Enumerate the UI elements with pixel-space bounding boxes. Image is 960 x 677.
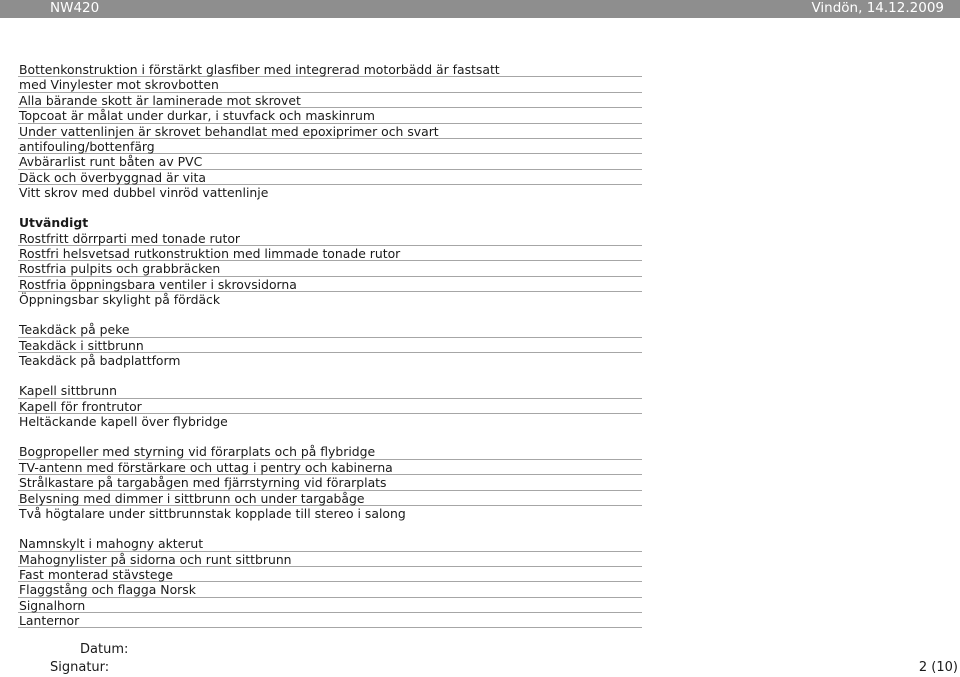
spec-line: Däck och överbyggnad är vita [18,170,642,185]
spec-line: Lanternor [18,613,642,628]
signature-label: Signatur: [50,660,110,675]
spec-line: TV-antenn med förstärkare och uttag i pentry och kabinerna [18,460,642,475]
spec-line: Strålkastare på targabågen med fjärrstyrning vid förarplats [18,475,642,490]
spec-line: Rostfria öppningsbara ventiler i skrovsidorna [18,277,642,292]
spec-line: Heltäckande kapell över flybridge [19,414,228,430]
spec-line: Rostfri helsvetsad rutkonstruktion med limmade tonade rutor [18,246,642,261]
spec-line: Bogpropeller med styrning vid förarplats och på flybridge [18,444,642,459]
spec-line: Öppningsbar skylight på fördäck [19,292,221,308]
spec-line: Mahognylister på sidorna och runt sittbrunn [18,552,642,567]
spec-line: med Vinylester mot skrovbotten [18,77,642,92]
spec-line: Namnskylt i mahogny akterut [18,536,642,551]
spec-line: Topcoat är målat under durkar, i stuvfack och maskinrum [18,108,642,123]
spec-line: Vitt skrov med dubbel vinröd vattenlinje [19,185,269,201]
spec-line: Belysning med dimmer i sittbrunn och under targabåge [18,491,642,506]
section-gap [18,369,642,384]
spec-line: antifouling/bottenfärg [18,139,642,154]
spec-line: Signalhorn [18,598,642,613]
section-heading-exterior: Utvändigt [19,215,89,231]
document-code: NW420 [50,0,100,16]
document-date: Vindön, 14.12.2009 [811,0,944,16]
spec-line: Kapell sittbrunn [18,383,642,398]
spec-line: Teakdäck på badplattform [19,353,181,369]
page-number: 2 (10) [918,660,958,675]
spec-line: Bottenkonstruktion i förstärkt glasfiber med integrerad motorbädd är fastsatt [18,62,642,77]
header-bar [0,0,960,18]
section-gap [18,521,642,536]
section-gap [18,201,642,216]
spec-line: Kapell för frontrutor [18,399,642,414]
date-label: Datum: [80,642,129,657]
spec-line: Flaggstång och flagga Norsk [18,582,642,597]
spec-line: Rostfritt dörrparti med tonade rutor [18,231,642,246]
spec-line: Rostfria pulpits och grabbräcken [18,261,642,276]
spec-line: Två högtalare under sittbrunnstak kopplade till stereo i salong [19,505,406,521]
spec-line: Under vattenlinjen är skrovet behandlat med epoxiprimer och svart [18,124,642,139]
spec-line: Teakdäck i sittbrunn [18,338,642,353]
section-gap [18,430,642,445]
spec-line: Teakdäck på peke [18,322,642,337]
spec-line: Avbärarlist runt båten av PVC [18,154,642,169]
specification-list [18,62,642,628]
spec-line: Fast monterad stävstege [18,567,642,582]
spec-line: Alla bärande skott är laminerade mot skrovet [18,93,642,108]
section-gap [18,308,642,323]
page-footer [0,642,960,677]
